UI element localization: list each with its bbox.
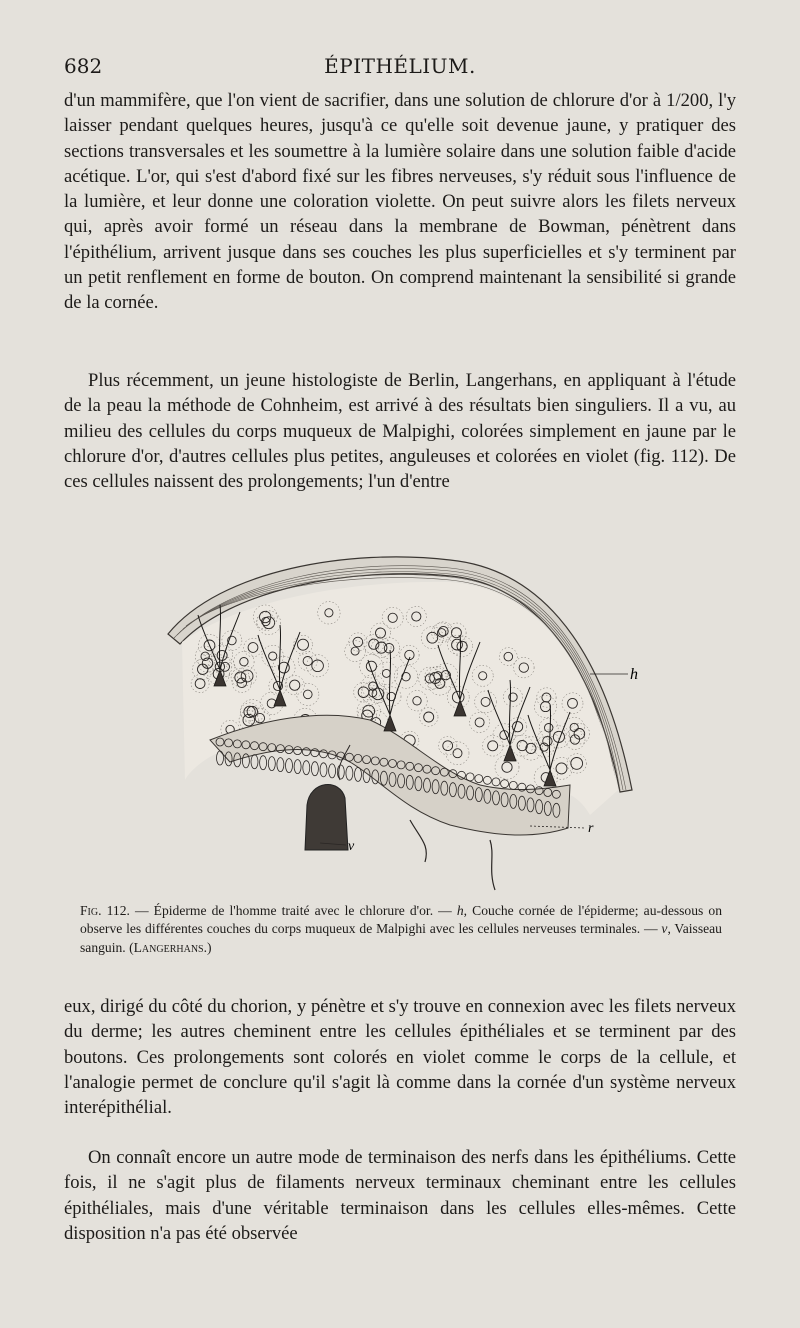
caption-author: Langerhans: [133, 939, 204, 955]
basal-cell: [355, 767, 362, 781]
figure-caption: [80, 902, 722, 957]
basal-cell: [311, 762, 318, 776]
basal-cell: [260, 756, 267, 770]
basal-cell: [320, 763, 327, 777]
caption-text: , Couche cornée de l'épiderme; au-dessous on observe les différentes couches du corps muqueux de Malpighi avec les cellules nerveuses terminales. —: [80, 903, 722, 937]
basal-cell: [277, 758, 284, 772]
basal-cell: [268, 757, 275, 771]
caption-h: h: [456, 903, 464, 918]
epidermis-illustration: [150, 540, 650, 900]
caption-text: — Épiderme de l'homme traité avec le chlorure d'or. —: [129, 903, 457, 918]
label-h: h: [630, 666, 638, 683]
basal-cell: [346, 766, 353, 780]
paragraph-langerhans: Plus récemment, un jeune histologiste de Berlin, Langerhans, en appliquant à l'étude de la peau la méthode de Cohnheim, est arrivé à des résultats bien singuliers. Il a vu, au milieu des cellules du corps muqueux de Malpighi, colorées simplement en jaune par le chlorure d'or, d'autres cellules plus petites, anguleuses et colorées en violet (fig. 112). De ces cellules naissent des prolongements; l'un d'entre: [64, 370, 736, 493]
figure-112-epidermis: [150, 540, 650, 900]
basal-cell: [294, 760, 301, 774]
basal-cell: [251, 755, 258, 769]
caption-text: , Vaisseau sanguin. (: [80, 921, 722, 955]
basal-cell: [329, 764, 336, 778]
figure-number: Fig. 112.: [80, 903, 130, 918]
basal-cell: [217, 751, 224, 765]
paragraph-interepithelial: eux, dirigé du côté du chorion, y pénètre et s'y trouve en connexion avec les filets nerveux du derme; les autres cheminent entre les cellules épithéliales et se terminent par des boutons. Ces prolongements sont colorés en violet comme le corps de la cellule, et l'analogie permet de conclure qu'il s'agit là comme dans la cornée d'un système nerveux interépithélial.: [64, 996, 736, 1119]
page-number: 682: [64, 54, 103, 78]
label-v: v: [348, 839, 355, 854]
basal-cell: [286, 759, 293, 773]
paragraph-cornea-method: d'un mammifère, que l'on vient de sacrifier, dans une solution de chlorure d'or à 1/200, l'y laisser pendant quelques heures, jusqu'à ce qu'elle soit devenue jaune, y pratiquer des sections transversales et les soumettre à la lumière solaire dans une solution faible d'acide acétique. L'or, qui s'est d'abord fixé sur les fibres nerveuses, s'y réduit sous l'influence de la lumière, et leur donne une coloration violette. On peut suivre alors les filets nerveux qui, après avoir formé un réseau dans la membrane de Bowman, pénètrent dans l'épithélium, arrivent jusque dans ses couches les plus superficielles et s'y terminent par un petit renflement en forme de bouton. On comprend maintenant la sensibilité si grande de la cornée.: [64, 90, 736, 314]
nerve-fiber: [490, 840, 495, 890]
caption-v: v: [661, 921, 668, 937]
nerve-fiber: [410, 820, 426, 862]
running-title: ÉPITHÉLIUM.: [324, 54, 476, 78]
page-header: [64, 54, 736, 84]
label-r: r: [588, 821, 594, 836]
basal-cell: [303, 761, 310, 775]
blood-vessel: [305, 784, 348, 850]
caption-text: .): [203, 939, 212, 955]
paragraph-terminal-cells: On connaît encore un autre mode de terminaison des nerfs dans les épithéliums. Cette fois, il ne s'agit plus de filaments nerveux terminaux cheminant entre les cellules épithéliales, mais d'une véritable terminaison dans les cellules elles-mêmes. Cette disposition n'a pas été observée: [64, 1147, 736, 1244]
